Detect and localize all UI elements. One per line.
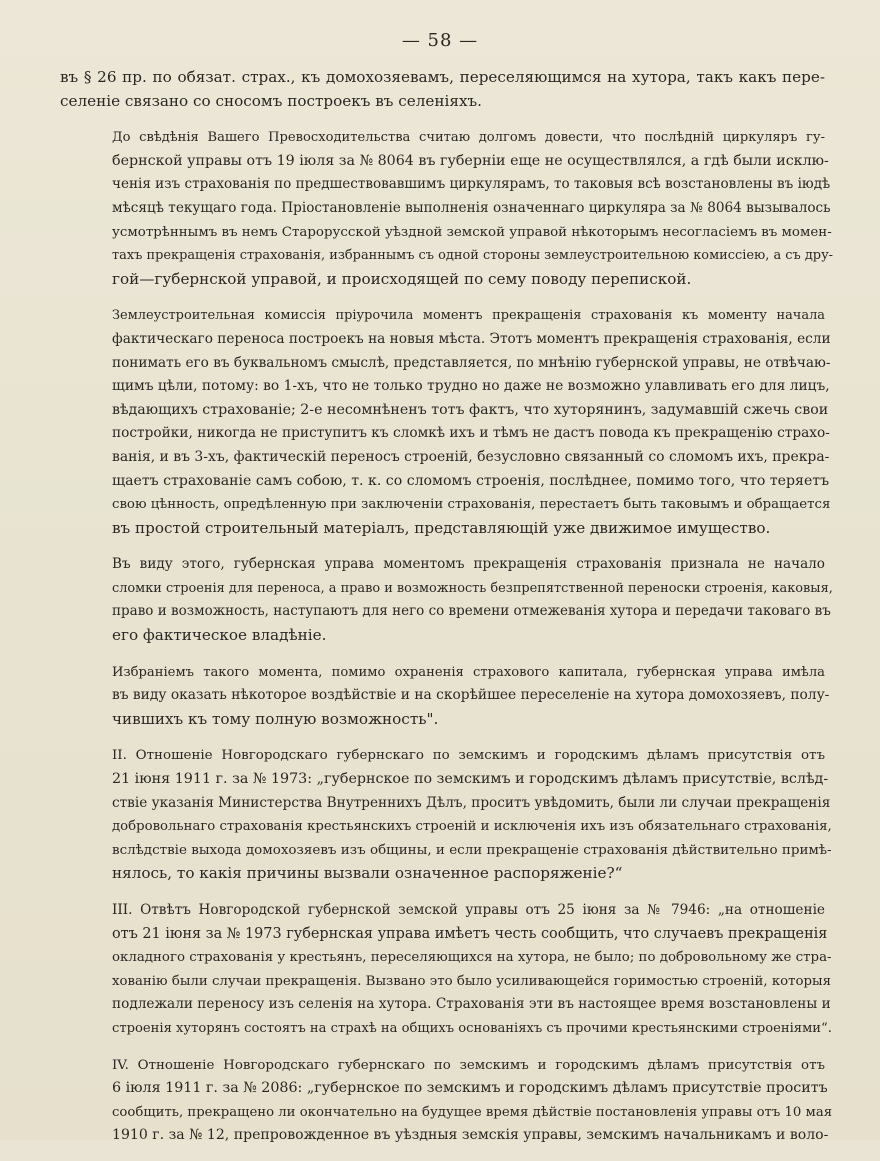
text-line: мѣсяцѣ текущаго года. Пріостановленіе выполненія означеннаго циркуляра за № 8064 вызывалось — [112, 199, 831, 216]
paragraph — [60, 744, 832, 886]
paragraph — [60, 66, 825, 113]
text-line: ствіе указанія Министерства Внутреннихъ Дѣлъ, проситъ увѣдомить, были ли случаи прекращенія — [112, 794, 831, 811]
text-line: сломки строенія для переноса, а право и возможность безпрепятственной переноски строенія, каковыя, — [112, 580, 833, 596]
text-line: его фактическое владѣніе. — [112, 626, 327, 645]
page-number: — 58 — — [401, 30, 479, 51]
text-line: въ § 26 пр. по обязат. страх., къ домохозяевамъ, переселяющимся на хутора, такъ какъ пере- — [60, 68, 825, 86]
text-line: фактическаго переноса построекъ на новыя мѣста. Этотъ моментъ прекращенія страхованія, если — [112, 330, 831, 347]
paragraph — [60, 1054, 833, 1148]
text-line: ванія, и въ 3-хъ, фактическій переносъ строеній, безусловно связанный со сломомъ ихъ, прекра- — [112, 448, 830, 465]
paragraph — [60, 899, 832, 1041]
text-line: подлежали переносу изъ селенія на хутора. Страхованія эти въ настоящее время возстановлены и — [112, 996, 831, 1013]
text-line: въ виду оказать нѣкоторое воздѣйствіе и на скорѣйшее переселеніе на хутора домохозяевъ, полу- — [112, 687, 830, 704]
text-line: До свѣдѣнія Вашего Превосходительства считаю долгомъ довести, что послѣдній циркуляръ гу- — [112, 130, 825, 146]
text-line: понимать его въ буквальномъ смыслѣ, представляется, по мнѣнію губернской управы, не отвѣчаю- — [112, 354, 831, 371]
text-line: въ простой строительный матеріалъ, представляющій уже движимое имущество. — [112, 518, 771, 537]
text-line: право и возможность, наступаютъ для него со времени отмежеванія хутора и передачи таковаго въ — [112, 603, 831, 620]
text-line: ченія изъ страхованія по предшествовавшимъ циркулярамъ, то таковыя всѣ возстановлены въ іюдѣ — [112, 176, 831, 193]
text-line: хованію были случаи прекращенія. Вызвано это было усиливающейся горимостью строеній, которыя — [112, 973, 831, 989]
paragraph — [60, 661, 830, 732]
text-line: сообщить, прекращено ли окончательно на будущее время дѣйствіе постановленія управы отъ 10 мая — [112, 1104, 833, 1120]
text-line: отъ 21 іюня за № 1973 губернская управа имѣетъ честь сообщить, что случаевъ прекращенія — [112, 925, 828, 942]
text-line: тахъ прекращенія страхованія, избраннымъ съ одной стороны землеустроительною комиссіею, а съ дру- — [112, 248, 834, 264]
text-line: нялось, то какія причины вызвали означенное распоряженіе?“ — [112, 864, 623, 883]
text-line: чившихъ къ тому полную возможность". — [112, 709, 439, 728]
text-line: 6 іюля 1911 г. за № 2086: „губернское по земскимъ и городскимъ дѣламъ присутствіе проситъ — [112, 1080, 828, 1097]
document-body — [60, 66, 834, 1161]
text-line: бернской управы отъ 19 іюля за № 8064 въ губерніи еще не осуществлялся, а гдѣ были исклю- — [112, 152, 829, 169]
text-line: гой—губернской управой, и происходящей по сему поводу перепиской. — [112, 269, 692, 288]
text-line: вѣдающихъ страхованіе; 2-е несомнѣненъ тотъ фактъ, что хуторянинъ, задумавшій сжечь свои — [112, 401, 829, 418]
text-line: III. Отвѣтъ Новгородской губернской земской управы отъ 25 іюня за № 7946: „на отношеніе — [112, 902, 825, 918]
text-line: Избраніемъ такого момента, помимо охраненія страхового капитала, губернская управа имѣла — [112, 664, 825, 680]
text-line: строенія хуторянъ состоятъ на страхѣ на общихъ основаніяхъ съ прочими крестьянскими строеніями“. — [112, 1020, 832, 1036]
paragraph — [60, 304, 831, 540]
text-line: IV. Отношеніе Новгородскаго губернскаго по земскимъ и городскимъ дѣламъ присутствія отъ — [112, 1057, 825, 1073]
text-line: Землеустроительная комиссія пріурочила моментъ прекращенія страхованія къ моменту начала — [112, 308, 825, 324]
paragraph — [60, 126, 834, 291]
text-line: щимъ цѣли, потому: во 1-хъ, что не только трудно но даже не возможно улавливать его для лицъ, — [112, 378, 830, 395]
paragraph — [60, 553, 833, 647]
text-line: постройки, никогда не приступитъ къ сломкѣ ихъ и тѣмъ не дастъ повода къ прекращенію страхо- — [112, 425, 830, 442]
text-line: Въ виду этого, губернская управа моментомъ прекращенія страхованія признала не начало — [112, 556, 825, 573]
text-line: 1910 г. за № 12, препровожденное въ уѣздныя земскія управы, земскимъ начальникамъ и воло- — [112, 1127, 829, 1144]
text-line: окладного страхованія у крестьянъ, переселяющихся на хутора, не было; по добровольному же стра- — [112, 950, 832, 966]
text-line: селеніе связано со сносомъ построекъ въ селеніяхъ. — [60, 91, 482, 110]
text-line: вслѣдствіе выхода домохозяевъ изъ общины, и если прекращеніе страхованія дѣйствительно примѣ- — [112, 841, 832, 858]
text-line: добровольнаго страхованія крестьянскихъ строеній и исключенія ихъ изъ обязательнаго страхованія, — [112, 819, 832, 835]
text-line: усмотрѣннымъ въ немъ Старорусской уѣздной земской управой нѣкоторымъ несогласіемъ въ момен- — [112, 224, 832, 240]
text-line: II. Отношеніе Новгородскаго губернскаго по земскимъ и городскимъ дѣламъ присутствія отъ — [112, 748, 825, 764]
text-line: щаетъ страхованіе самъ собою, т. к. со сломомъ строенія, послѣднее, помимо того, что теряетъ — [112, 472, 830, 489]
text-line: 21 іюня 1911 г. за № 1973: „губернское по земскимъ и городскимъ дѣламъ присутствіе, вслѣд- — [112, 771, 829, 788]
text-line: свою цѣнность, опредѣленную при заключеніи страхованія, перестаетъ быть таковымъ и обращается — [112, 497, 831, 513]
